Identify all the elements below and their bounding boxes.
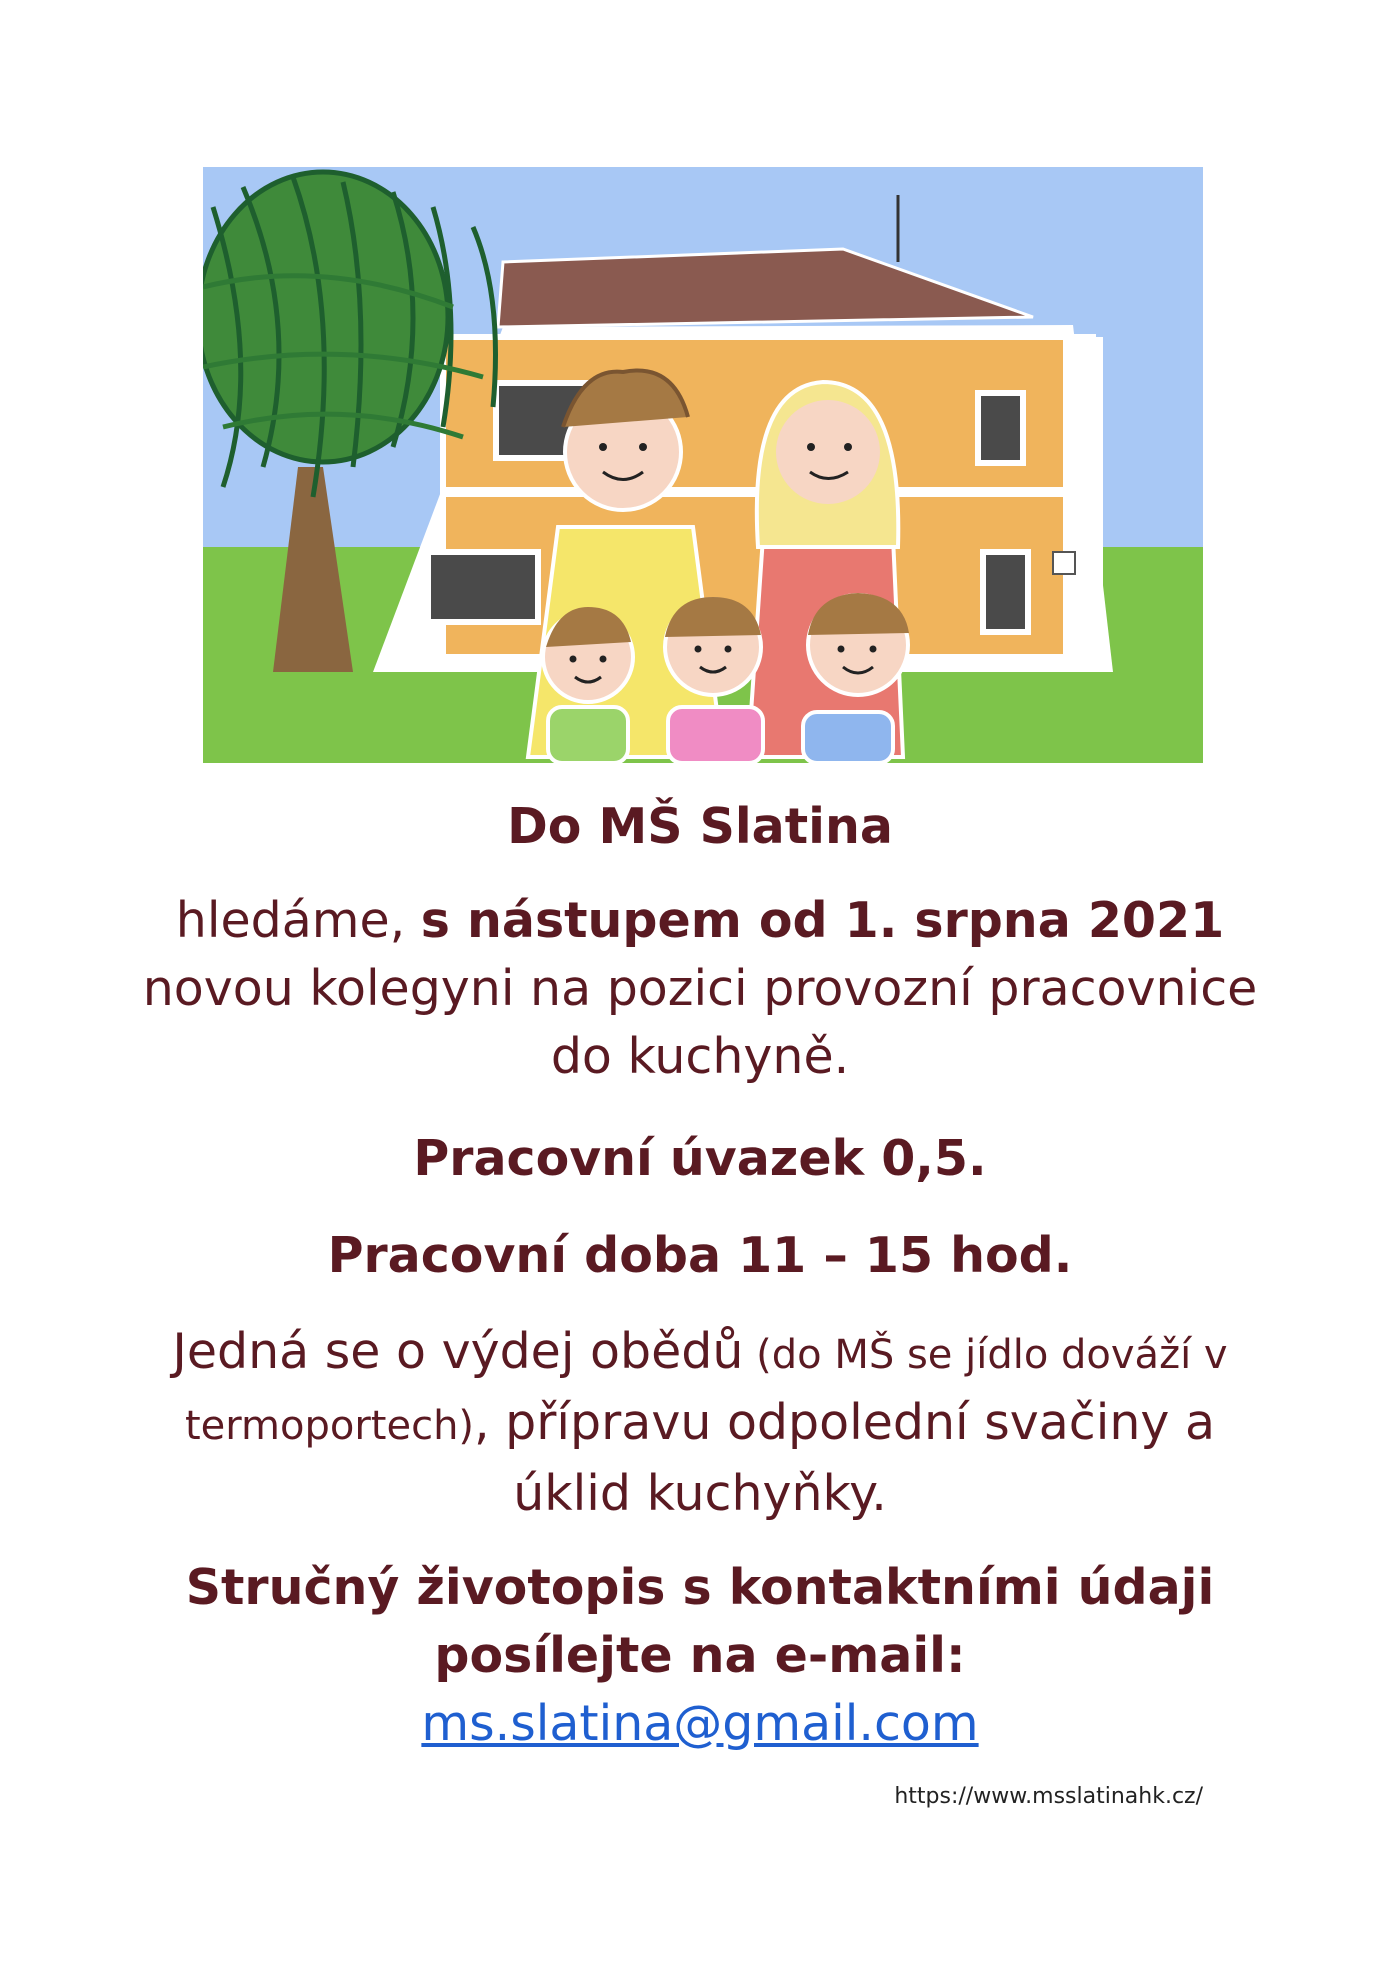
mother-right xyxy=(748,382,903,757)
child-right xyxy=(803,593,909,763)
email-link[interactable]: ms.slatina@gmail.com xyxy=(421,1695,979,1752)
intro-part1: hledáme, xyxy=(175,892,421,949)
duties-part1: Jedná se o výdej obědů xyxy=(172,1323,744,1380)
working-hours: Pracovní doba 11 – 15 hod. xyxy=(327,1227,1073,1284)
workload: Pracovní úvazek 0,5. xyxy=(413,1130,987,1187)
duties-paragraph xyxy=(140,1318,1260,1528)
intro-part3: novou kolegyni na pozici provozní pracovnice do kuchyně. xyxy=(142,960,1258,1085)
duties-part3: , přípravu odpolední svačiny a úklid kuchyňky. xyxy=(474,1394,1215,1522)
intro-paragraph xyxy=(140,887,1260,1091)
duties-note: (do MŠ se jídlo dováží v termoportech) xyxy=(185,1332,1228,1449)
intro-start-date: s nástupem od 1. srpna 2021 xyxy=(420,892,1225,949)
child-left xyxy=(543,607,633,763)
headline: Do MŠ Slatina xyxy=(507,798,893,855)
website-url: https://www.msslatinahk.cz/ xyxy=(894,1784,1203,1809)
kindergarten-illustration xyxy=(203,167,1203,763)
cta-text: Stručný životopis s kontaktními údaji posílejte na e-mail: xyxy=(185,1559,1215,1684)
child-middle xyxy=(665,597,763,763)
